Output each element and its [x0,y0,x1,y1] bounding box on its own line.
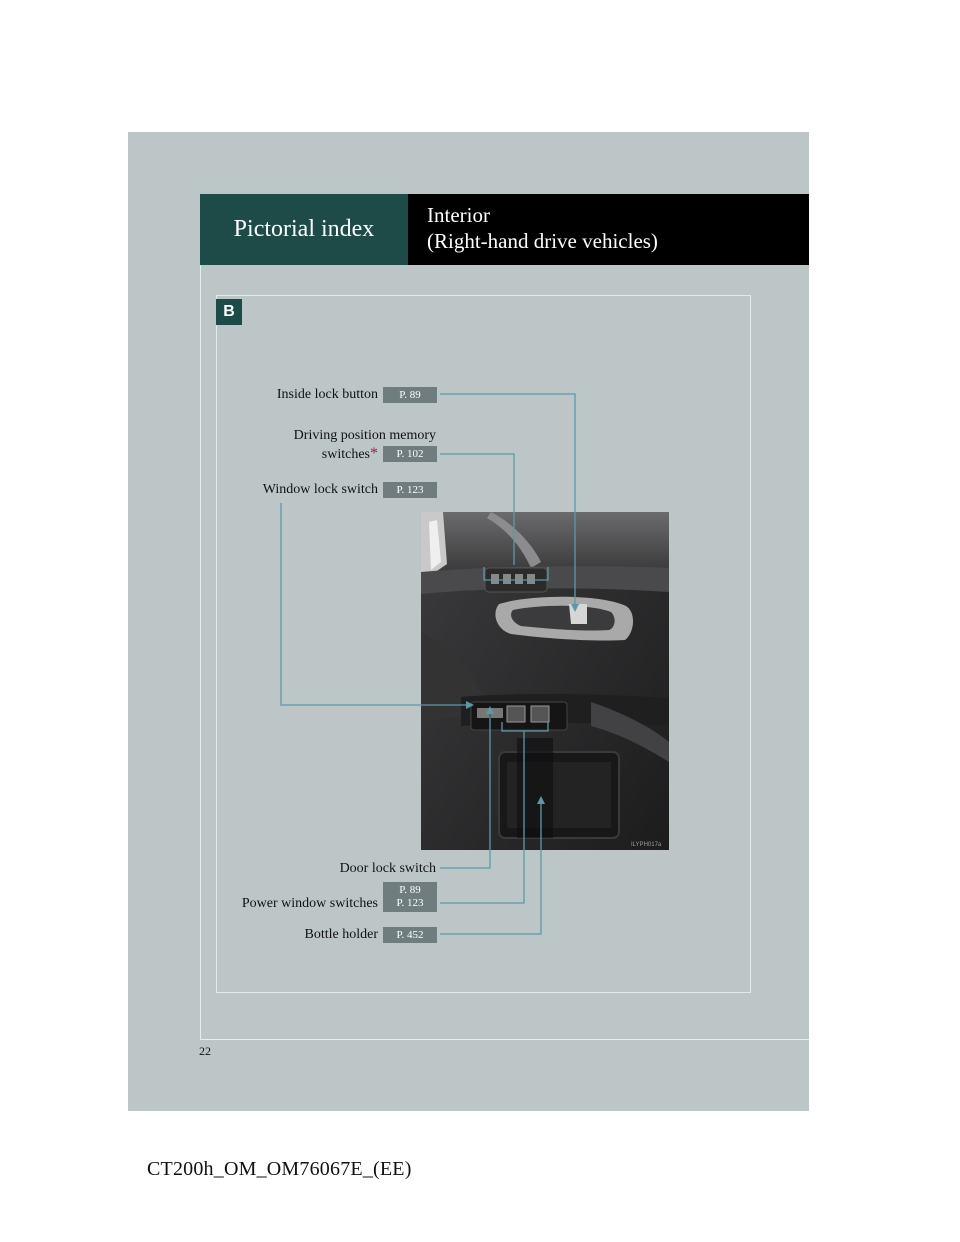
inside-lock-ref-text: P. 89 [399,388,421,401]
power-window-ref-line1: P. 89 [399,884,421,896]
document-code: CT200h_OM_OM76067E_(EE) [147,1158,412,1180]
power-window-ref[interactable] [383,882,437,912]
header-title-line1: Interior [427,203,490,227]
power-window-ref-line2: P. 123 [396,897,424,909]
door-interior-photo [421,512,669,850]
bottle-holder-ref[interactable] [383,927,437,943]
panel-badge: B [216,299,242,325]
inside-lock-label: Inside lock button [276,387,378,402]
image-code: ILYPH017a [631,842,662,848]
memory-label-line2 [322,445,378,464]
window-lock-label: Window lock switch [262,482,378,497]
window-lock-ref[interactable] [383,482,437,498]
power-window-label: Power window switches [241,896,378,911]
margin-rule [200,265,201,1039]
memory-label-text: switches [321,447,370,462]
bottle-holder-ref-text: P. 452 [396,928,424,941]
header-title-line2: (Right-hand drive vehicles) [427,229,658,253]
memory-ref[interactable] [383,446,437,462]
memory-label-line1: Driving position memory [293,428,436,443]
section-tab [200,194,408,265]
door-lock-label: Door lock switch [339,861,436,876]
window-lock-ref-text: P. 123 [396,483,424,496]
page-header [408,194,809,265]
asterisk-icon: * [370,445,378,462]
memory-ref-text: P. 102 [396,447,424,460]
inside-lock-ref[interactable] [383,387,437,403]
page-number: 22 [199,1044,211,1058]
bottle-holder-label: Bottle holder [304,927,378,942]
section-title: Pictorial index [233,216,375,242]
bottom-rule [200,1039,809,1040]
